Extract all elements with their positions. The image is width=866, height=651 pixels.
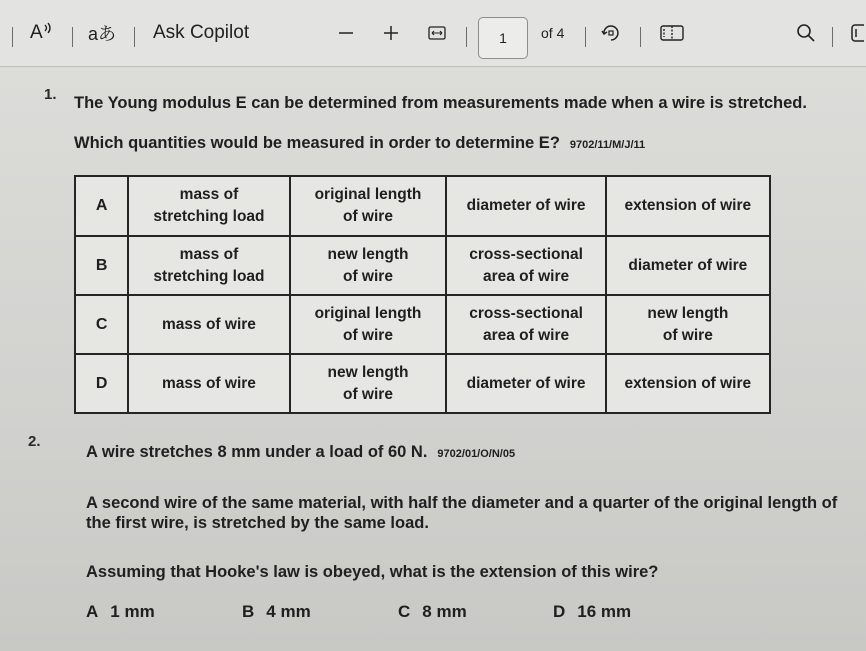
toolbar-separator — [466, 27, 467, 47]
toolbar-separator — [585, 27, 586, 47]
table-cell — [128, 295, 289, 354]
zoom-out-button[interactable] — [338, 0, 354, 66]
question-1-text: The Young modulus E can be determined from measurements made when a wire is stretched. — [74, 94, 807, 112]
cell-text-line: cross-sectional — [469, 304, 583, 322]
cell-text-line: diameter of wire — [466, 197, 586, 214]
question-2-text: A wire stretches 8 mm under a load of 60 N. 9702/01/O/N/05 — [86, 443, 516, 461]
cell-text-line: new length — [647, 304, 729, 322]
page-number-input[interactable]: 1 — [478, 17, 528, 59]
cell-text-line: stretching load — [153, 208, 265, 225]
question-1-prompt: Which quantities would be measured in order to determine E? 9702/11/M/J/11 — [74, 134, 646, 152]
toolbar-separator — [640, 27, 641, 47]
answer-d: D 16 mm — [553, 602, 632, 621]
search-icon — [796, 23, 816, 43]
table-row — [75, 354, 770, 413]
read-aloud-icon: A — [30, 22, 43, 43]
cell-text-line: of wire — [343, 208, 393, 225]
search-button[interactable] — [796, 0, 816, 66]
question-1-reference: 9702/11/M/J/11 — [569, 139, 646, 151]
read-aloud-button[interactable] — [30, 0, 53, 66]
option-letter: B — [75, 236, 128, 295]
option-letter: D — [75, 354, 128, 413]
rotate-icon — [600, 22, 622, 44]
table-cell — [290, 354, 447, 413]
question-2-detail-line-1: A second wire of the same material, with half the diameter and a quarter of the original length of — [86, 494, 838, 512]
cell-text-line: of wire — [343, 326, 393, 344]
table-cell — [606, 176, 770, 236]
minus-icon — [338, 25, 354, 41]
question-2-reference: 9702/01/O/N/05 — [437, 448, 516, 460]
cell-text-line: area of wire — [482, 267, 570, 285]
table-cell — [446, 354, 605, 413]
page-view-button[interactable] — [660, 0, 684, 66]
answer-c: C 8 mm — [398, 602, 467, 621]
cell-text-line: diameter of wire — [628, 256, 748, 274]
answer-b: B 4 mm — [242, 602, 311, 621]
ask-copilot-label: Ask Copilot — [153, 22, 250, 43]
cell-text-line: new length — [327, 363, 409, 381]
toolbar-separator — [134, 27, 135, 47]
cell-text-line: new length — [327, 245, 409, 263]
table-cell — [290, 176, 447, 236]
fit-width-icon — [428, 26, 446, 40]
table-cell — [128, 354, 289, 413]
cell-text-line: mass of wire — [162, 315, 256, 333]
zoom-in-button[interactable] — [383, 0, 399, 66]
table-cell — [128, 236, 289, 295]
table-cell — [606, 354, 770, 413]
rotate-button[interactable] — [600, 0, 622, 66]
question-2-detail-line-2: the first wire, is stretched by the same load. — [86, 514, 429, 532]
fit-to-width-button[interactable] — [428, 0, 446, 66]
cell-text-line: area of wire — [482, 326, 570, 344]
table-row — [75, 176, 770, 236]
answer-options-table — [74, 175, 771, 414]
cell-text-line: diameter of wire — [466, 374, 586, 392]
cell-text-line: of wire — [343, 385, 393, 403]
cell-text-line: of wire — [662, 326, 713, 344]
option-letter: C — [75, 295, 128, 354]
answer-a: A 1 mm — [86, 602, 155, 621]
book-view-icon — [660, 24, 684, 42]
toolbar-separator — [12, 27, 13, 47]
plus-icon — [383, 25, 399, 41]
panel-icon — [850, 23, 866, 43]
table-cell — [446, 295, 605, 354]
cell-text-line: original length — [314, 186, 422, 203]
cell-text-line: extension of wire — [624, 374, 752, 392]
table-cell — [446, 176, 605, 236]
cell-text-line: mass of — [179, 245, 239, 263]
pdf-page — [0, 67, 866, 651]
cell-text-line: of wire — [343, 267, 393, 285]
toolbar-separator — [72, 27, 73, 47]
table-cell — [128, 176, 289, 236]
cell-text-line: stretching load — [153, 267, 265, 285]
table-cell — [606, 295, 770, 354]
question-2-number: 2. — [28, 433, 41, 450]
table-row — [75, 295, 770, 354]
ask-copilot-button[interactable] — [153, 0, 249, 66]
question-1-number: 1. — [44, 86, 57, 103]
sound-waves-icon — [43, 21, 53, 35]
question-2-prompt: Assuming that Hooke's law is obeyed, what is the extension of this wire? — [86, 563, 659, 581]
cell-text-line: original length — [314, 304, 422, 322]
table-cell — [446, 236, 605, 295]
cell-text-line: extension of wire — [624, 197, 752, 214]
toolbar-separator — [832, 27, 833, 47]
page-total: of 4 — [541, 25, 565, 41]
cell-text-line: cross-sectional — [469, 245, 583, 263]
pdf-toolbar — [0, 0, 866, 67]
table-cell — [606, 236, 770, 295]
more-button[interactable] — [850, 0, 866, 66]
translate-button[interactable] — [88, 0, 116, 66]
option-letter: A — [75, 176, 128, 236]
translate-icon: aあ — [88, 24, 117, 44]
table-cell — [290, 295, 447, 354]
table-cell — [290, 236, 447, 295]
cell-text-line: mass of — [179, 186, 239, 203]
cell-text-line: mass of wire — [162, 374, 256, 392]
table-row — [75, 236, 770, 295]
